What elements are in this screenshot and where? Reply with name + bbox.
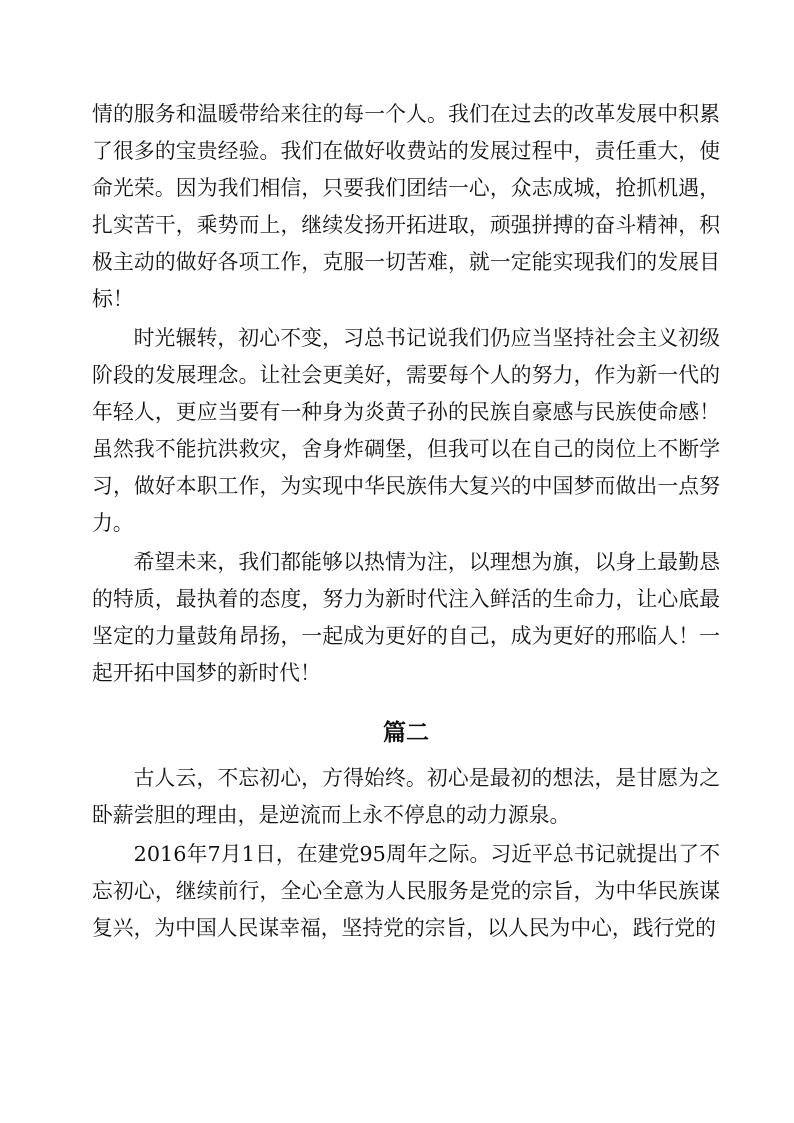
paragraph: 时光辗转，初心不变，习总书记说我们仍应当坚持社会主义初级阶段的发展理念。让社会更美好，需要每个人的努力，作为新一代的年轻人，更应当要有一种身为炎黄子孙的民族自豪感与民族使命感！虽然我不能抗洪救灾，舍身炸碉堡，但我可以在自己的岗位上不断学习，做好本职工作，为实现中华民族伟大复兴的中国梦而做出一点努力。: [92, 326, 720, 535]
paragraph: 古人云，不忘初心，方得始终。初心是最初的想法，是甘愿为之卧薪尝胆的理由，是逆流而上永不停息的动力源泉。: [92, 766, 720, 827]
section-title: 篇二: [383, 720, 429, 746]
paragraph: 2016年7月1日，在建党95周年之际。习近平总书记就提出了不忘初心，继续前行，全心全意为人民服务是党的宗旨，为中华民族谋复兴，为中国人民谋幸福，坚持党的宗旨，以人民为中心，践行党的: [92, 842, 720, 940]
paragraph: 情的服务和温暖带给来往的每一个人。我们在过去的改革发展中积累了很多的宝贵经验。我们在做好收费站的发展过程中，责任重大，使命光荣。因为我们相信，只要我们团结一心，众志成城，抢抓机遇，扎实苦干，乘势而上，继续发扬开拓进取，顽强拼搏的奋斗精神，积极主动的做好各项工作，克服一切苦难，就一定能实现我们的发展目标！: [92, 102, 720, 311]
paragraph: 希望未来，我们都能够以热情为注，以理想为旗，以身上最勤恳的特质，最执着的态度，努力为新时代注入鲜活的生命力，让心底最坚定的力量鼓角昂扬，一起成为更好的自己，成为更好的邢临人！一起开拓中国梦的新时代！: [92, 550, 720, 685]
document-page: [92, 96, 720, 947]
